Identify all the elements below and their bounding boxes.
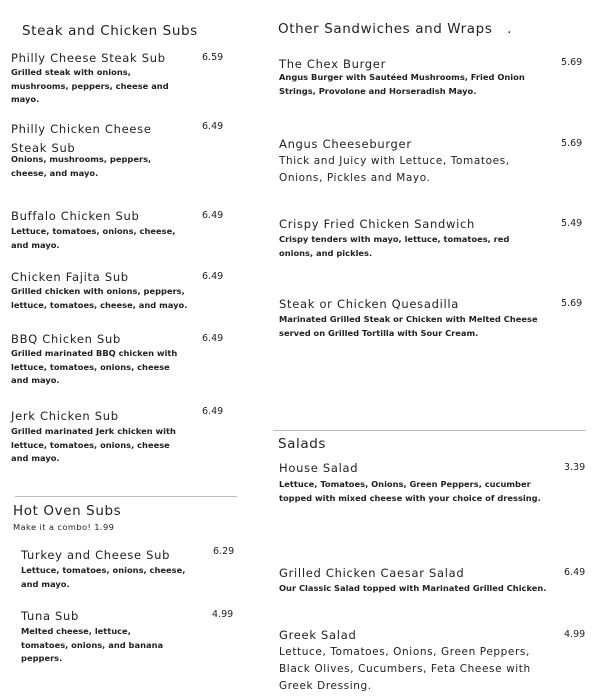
item-name: The Chex Burger [279,57,387,71]
item-price: 5.69 [561,57,583,68]
item-description: Melted cheese, lettuce, tomatoes, onions, and banana peppers. [21,626,164,663]
item-description: Onions, mushrooms, peppers, cheese, and mayo. [11,154,152,178]
item-price: 6.49 [202,406,224,417]
item-name: Chicken Fajita Sub [11,270,129,284]
item-description: Crispy tenders with mayo, lettuce, tomatoes, red onions, and pickles. [279,234,510,258]
item-price: 6.59 [202,52,224,63]
item-name: Turkey and Cheese Sub [21,548,171,562]
item-description: Grilled steak with onions, mushrooms, peppers, cheese and mayo. [11,67,169,104]
item-price: 3.39 [564,462,586,473]
item-description: Lettuce, tomatoes, onions, cheese, and mayo. [21,565,186,589]
item-price: 4.99 [212,609,234,620]
item-name: Steak or Chicken Quesadilla [279,297,460,311]
item-price: 6.49 [202,210,224,221]
item-name: Crispy Fried Chicken Sandwich [279,217,475,231]
item-description: Grilled chicken with onions, peppers, lettuce, tomatoes, cheese, and mayo. [11,286,188,310]
item-name: BBQ Chicken Sub [11,332,121,346]
item-description: Lettuce, Tomatoes, Onions, Green Peppers, Black Olives, Cucumbers, Feta Cheese with Greek Dressing. [279,646,531,692]
item-name: Buffalo Chicken Sub [11,209,140,223]
item-price: 6.29 [213,546,235,557]
item-price: 6.49 [202,271,224,282]
item-name: Jerk Chicken Sub [11,409,119,423]
item-name: House Salad [279,461,359,475]
item-name: Tuna Sub [21,609,80,623]
item-description: Marinated Grilled Steak or Chicken with Melted Cheese served on Grilled Tortilla with Sour Cream. [279,314,538,338]
section-divider [15,496,237,497]
item-description: Angus Burger with Sautéed Mushrooms, Fried Onion Strings, Provolone and Horseradish Mayo. [279,72,525,96]
item-name: Angus Cheeseburger [279,137,412,151]
item-description: Grilled marinated BBQ chicken with lettuce, tomatoes, onions, cheese and mayo. [11,348,178,385]
item-price: 4.99 [564,629,586,640]
item-price: 6.49 [202,333,224,344]
section-divider [273,430,586,431]
item-description: Lettuce, Tomatoes, Onions, Green Peppers, cucumber topped with mixed cheese with your choice of dressing. [279,479,541,503]
item-price: 6.49 [564,567,586,578]
item-description: Lettuce, tomatoes, onions, cheese, and mayo. [11,226,176,250]
item-name: Philly Cheese Steak Sub [11,51,166,65]
item-price: 5.69 [561,298,583,309]
item-name: Grilled Chicken Caesar Salad [279,566,465,580]
combo-note: Make it a combo! 1.99 [13,522,115,532]
item-price: 6.49 [202,121,224,132]
item-price: 5.69 [561,138,583,149]
section-title-hot-oven-subs: Hot Oven Subs [13,503,122,519]
item-description: Thick and Juicy with Lettuce, Tomatoes, Onions, Pickles and Mayo. [279,155,510,184]
section-title-salads: Salads [278,436,327,452]
item-description: Our Classic Salad topped with Marinated Grilled Chicken. [279,583,547,593]
section-title-steak-chicken-subs: Steak and Chicken Subs [22,23,198,39]
item-price: 5.49 [561,218,583,229]
section-title-other-sandwiches: Other Sandwiches and Wraps . [278,21,513,37]
item-name: Greek Salad [279,628,357,642]
item-name: Philly Chicken Cheese Steak Sub [11,122,152,155]
item-description: Grilled marinated Jerk chicken with lettuce, tomatoes, onions, cheese and mayo. [11,426,176,463]
